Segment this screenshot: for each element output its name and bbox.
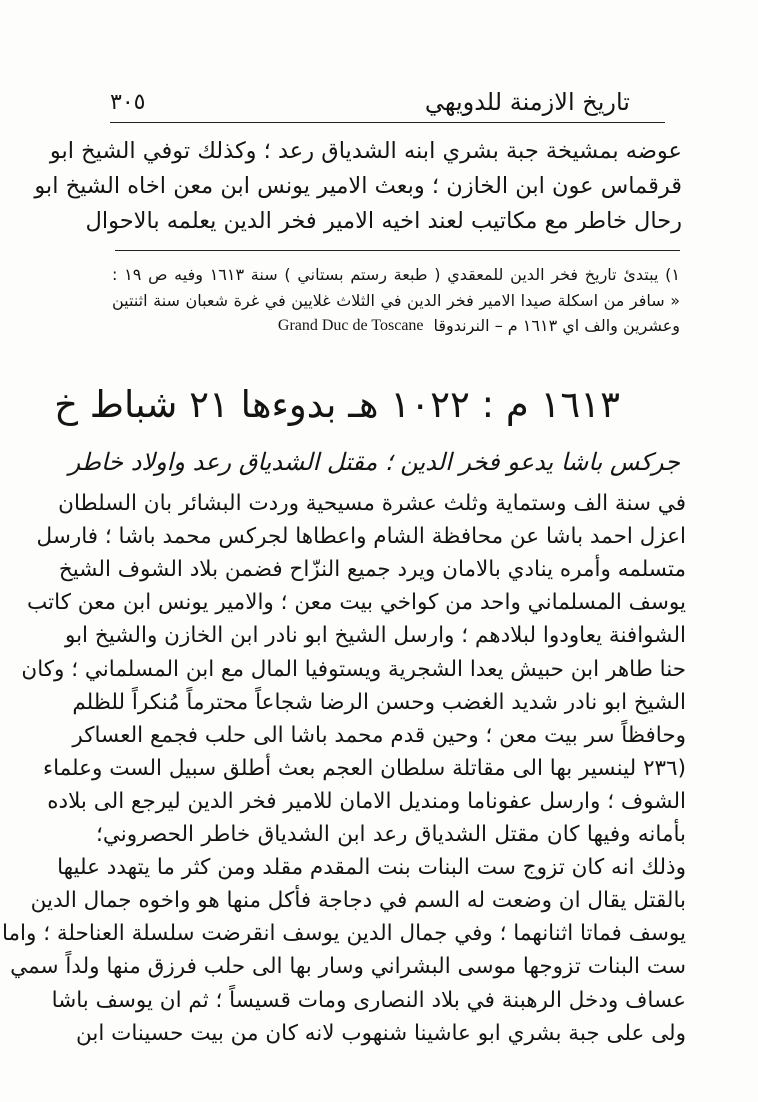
body-line: (٢٣٦ لينسير بها الى مقاتلة سلطان العجم بعث أطلق سبيل الست وعلماء (42, 755, 686, 781)
running-title: تاريخ الازمنة للدويهي (424, 88, 630, 116)
body-line: الشوافنة يعاودوا لبلادهم ؛ وارسل الشيخ ابو نادر ابن الخازن والشيخ ابو (64, 623, 686, 649)
footnote-latin: Grand Duc de Toscane (277, 317, 424, 334)
footnote-arabic: وعشرين والف اي ١٦١٣ م – النرندوقا (433, 316, 680, 335)
paragraph-line: عوضه بمشيخة جبة بشري ابنه الشدياق رعد ؛ وكذلك توفي الشيخ ابو (49, 138, 682, 164)
footnote-rule (115, 250, 680, 251)
body-line: وذلك انه كان تزوج ست البنات بنت المقدم مقلد ومن كثر ما يتهدد عليها (57, 855, 686, 881)
year-heading: ١٦١٣ م : ١٠٢٢ هـ بدوءها ٢١ شباط خ (54, 383, 620, 426)
body-line: حنا طاهر ابن حبيش يعدا الشجرية ويستوفيا المال مع ابن المسلماني ؛ وكان (21, 656, 686, 682)
body-line: بأمانه وفيها كان مقتل الشدياق رعد ابن الشدياق خاطر الحصروني؛ (96, 822, 686, 847)
body-line: ولى على جبة بشري ابو عاشينا شنهوب لانه كان من بيت حسينات ابن (75, 1020, 686, 1046)
body-line: الشيخ ابو نادر شديد الغضب وحسن الرضا شجاعاً محترماً مُنكراً للظلم (72, 689, 686, 715)
section-subtitle: جركس باشا يدعو فخر الدين ؛ مقتل الشدياق رعد واولاد خاطر (68, 448, 680, 476)
footnote-line (112, 318, 680, 334)
page-number: ٣٠٥ (110, 90, 146, 115)
body-line: يوسف فماتا اثنانهما ؛ وفي جمال الدين يوسف انقرضت سلسلة العناحلة ؛ واما (1, 921, 686, 947)
body-line: الشوف ؛ وارسل عفوناما ومنديل الامان للامير فخر الدين ليرجع الى بلاده (47, 788, 686, 814)
footnote-line: « سافر من اسكلة صيدا الامير فخر الدين في الثلاث غلايين في غرة شعبان سنة اثنتين (112, 291, 680, 310)
paragraph-line: رحال خاطر مع مكاتيب لعند اخيه الامير فخر الدين يعلمه بالاحوال (85, 208, 682, 234)
body-line: عساف ودخل الرهبنة في بلاد النصارى ومات قسيساً ؛ ثم ان يوسف باشا (51, 987, 686, 1013)
body-line: متسلمه وأمره ينادي بالامان ويرد جميع النزّاح فضمن بلاد الشوف الشيخ (58, 557, 686, 583)
body-line: ست البنات تزوجها موسى البشراني وسار بها الى حلب فرزق منها ولداً سمي (10, 954, 686, 980)
body-line: اعزل احمد باشا عن محافظة الشام واعطاها لجركس محمد باشا ؛ فارسل (36, 524, 686, 550)
body-line: بالقتل يقال ان وضعت له السم في دجاجة فأكل منها هو واخوه جمال الدين (30, 888, 686, 914)
body-line: في سنة الف وستماية وثلث عشرة مسيحية وردت البشائر بان السلطان (58, 491, 686, 516)
body-line: وحافظاً سر بيت معن ؛ وحين قدم محمد باشا الى حلب فجمع العساكر (72, 722, 686, 748)
body-line: يوسف المسلماني واحد من كواخي بيت معن ؛ والامير يونس ابن معن كاتب (27, 590, 686, 616)
paragraph-line: قرقماس عون ابن الخازن ؛ وبعث الامير يونس ابن معن اخاه الشيخ ابو (34, 173, 682, 199)
footnote-line: ١) يبتدئ تاريخ فخر الدين للمعقدي ( طبعة رستم بستاني ) سنة ١٦١٣ وفيه ص ١٩ : (112, 265, 680, 284)
header-rule (110, 122, 665, 123)
